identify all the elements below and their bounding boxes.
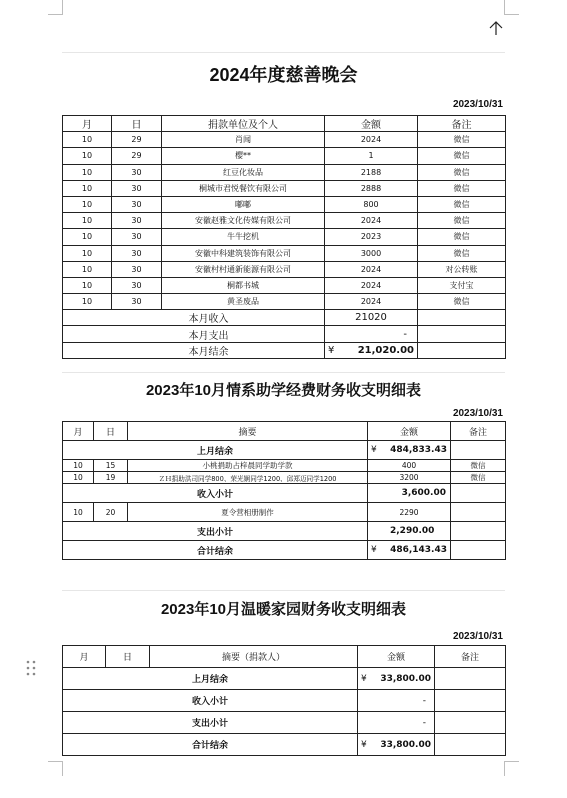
education-fund-section bbox=[62, 372, 505, 560]
cell-month: 10 bbox=[63, 180, 112, 196]
column-header: 摘要 bbox=[128, 422, 368, 441]
cell-note: 微信 bbox=[418, 213, 506, 229]
table-row bbox=[63, 132, 506, 148]
empty-cell bbox=[451, 484, 506, 503]
table-row bbox=[63, 503, 506, 522]
cell-amount: 3000 bbox=[325, 245, 418, 261]
column-header: 月 bbox=[63, 422, 94, 441]
table-row bbox=[63, 261, 506, 277]
previous-balance-amount: 484,833.43 bbox=[390, 445, 447, 455]
table-header-row bbox=[63, 116, 506, 132]
cell-donor: 安徽村村通新能源有限公司 bbox=[162, 261, 325, 277]
warm-home-section bbox=[62, 590, 505, 756]
column-header: 日 bbox=[106, 646, 150, 668]
cell-amount: 2024 bbox=[325, 294, 418, 310]
cell-amount: 2024 bbox=[325, 277, 418, 293]
table-row bbox=[63, 196, 506, 212]
cell-donor: 嘟嘟 bbox=[162, 196, 325, 212]
cell-donor: 桐城市君悦餐饮有限公司 bbox=[162, 180, 325, 196]
expense-label: 本月支出 bbox=[63, 326, 325, 342]
section-title: 2024年度慈善晚会 bbox=[209, 65, 358, 85]
cell-note: 微信 bbox=[418, 245, 506, 261]
cell-donor: 安徽赵雅文化传媒有限公司 bbox=[162, 213, 325, 229]
currency-symbol: ¥ bbox=[361, 673, 367, 684]
column-header: 日 bbox=[94, 422, 128, 441]
previous-balance-value bbox=[358, 668, 435, 690]
cell-amount: 2290 bbox=[368, 503, 451, 522]
column-header: 金额 bbox=[358, 646, 435, 668]
table-header-row bbox=[63, 422, 506, 441]
cell-month: 10 bbox=[63, 148, 112, 164]
cell-day: 30 bbox=[112, 294, 162, 310]
column-header: 日 bbox=[112, 116, 162, 132]
total-balance-label: 合计结余 bbox=[63, 734, 358, 756]
income-subtotal-row bbox=[63, 690, 506, 712]
currency-symbol: ¥ bbox=[371, 545, 377, 555]
cell-amount: 2023 bbox=[325, 229, 418, 245]
drag-handle-icon[interactable] bbox=[26, 660, 36, 676]
cell-donor: 桐都书城 bbox=[162, 277, 325, 293]
income-subtotal-value: - bbox=[358, 690, 435, 712]
cell-day: 30 bbox=[112, 261, 162, 277]
cell-summary: 小桃捐助占梓晨同学助学款 bbox=[128, 460, 368, 472]
cell-month: 10 bbox=[63, 132, 112, 148]
cell-note: 微信 bbox=[418, 164, 506, 180]
page-corner-mark bbox=[504, 761, 519, 776]
cell-day: 15 bbox=[94, 460, 128, 472]
table-row bbox=[63, 277, 506, 293]
report-date: 2023/10/31 bbox=[452, 631, 503, 642]
cell-note bbox=[451, 503, 506, 522]
cell-note: 支付宝 bbox=[418, 277, 506, 293]
column-header: 金额 bbox=[325, 116, 418, 132]
cell-note: 微信 bbox=[451, 460, 506, 472]
expense-value-text: - bbox=[403, 328, 407, 340]
total-balance-label: 合计结余 bbox=[63, 541, 368, 560]
cell-day: 30 bbox=[112, 164, 162, 180]
expense-summary-row bbox=[63, 326, 506, 342]
balance-amount: 21,020.00 bbox=[357, 344, 414, 356]
cell-amount: 2024 bbox=[325, 261, 418, 277]
total-balance-amount: 486,143.43 bbox=[390, 545, 447, 555]
education-fund-table bbox=[62, 421, 506, 560]
expense-value bbox=[325, 326, 418, 342]
income-subtotal-label: 收入小计 bbox=[63, 690, 358, 712]
report-date: 2023/10/31 bbox=[452, 99, 503, 110]
empty-cell bbox=[418, 342, 506, 358]
empty-cell bbox=[451, 541, 506, 560]
column-header: 月 bbox=[63, 116, 112, 132]
previous-balance-amount: 33,800.00 bbox=[380, 673, 431, 684]
empty-cell bbox=[435, 712, 506, 734]
empty-cell bbox=[435, 668, 506, 690]
empty-cell bbox=[451, 441, 506, 460]
table-row bbox=[63, 148, 506, 164]
cell-month: 10 bbox=[63, 503, 94, 522]
cell-month: 10 bbox=[63, 164, 112, 180]
total-balance-value bbox=[368, 541, 451, 560]
cell-donor: 安徽中科建筑装饰有限公司 bbox=[162, 245, 325, 261]
table-row bbox=[63, 245, 506, 261]
cell-note: 对公转账 bbox=[418, 261, 506, 277]
cell-summary: ＺＨ捐助洪司同学800、荣光娴同学1200、邱郑迈同学1200 bbox=[128, 472, 368, 484]
cell-day: 29 bbox=[112, 148, 162, 164]
cell-month: 10 bbox=[63, 261, 112, 277]
cell-amount: 2024 bbox=[325, 213, 418, 229]
previous-balance-row bbox=[63, 668, 506, 690]
cell-day: 30 bbox=[112, 180, 162, 196]
cell-note: 微信 bbox=[418, 180, 506, 196]
cell-donor: 红豆化妆品 bbox=[162, 164, 325, 180]
cell-note: 微信 bbox=[418, 196, 506, 212]
empty-cell bbox=[418, 310, 506, 326]
income-label: 本月收入 bbox=[63, 310, 325, 326]
currency-symbol: ¥ bbox=[371, 445, 377, 455]
cell-day: 30 bbox=[112, 196, 162, 212]
cell-month: 10 bbox=[63, 460, 94, 472]
cell-day: 29 bbox=[112, 132, 162, 148]
cell-month: 10 bbox=[63, 277, 112, 293]
empty-cell bbox=[418, 326, 506, 342]
table-row bbox=[63, 229, 506, 245]
cell-day: 30 bbox=[112, 213, 162, 229]
cell-month: 10 bbox=[63, 294, 112, 310]
table-row bbox=[63, 164, 506, 180]
cell-amount: 2188 bbox=[325, 164, 418, 180]
total-balance-value bbox=[358, 734, 435, 756]
cell-day: 30 bbox=[112, 245, 162, 261]
cell-note: 微信 bbox=[418, 294, 506, 310]
scroll-to-top-icon[interactable] bbox=[488, 20, 504, 36]
total-balance-row bbox=[63, 541, 506, 560]
page-corner-mark bbox=[504, 0, 519, 15]
previous-balance-label: 上月结余 bbox=[63, 668, 358, 690]
expense-subtotal-row bbox=[63, 712, 506, 734]
column-header: 月 bbox=[63, 646, 106, 668]
section-title: 2023年10月情系助学经费财务收支明细表 bbox=[145, 382, 422, 399]
column-header: 金额 bbox=[368, 422, 451, 441]
empty-cell bbox=[451, 522, 506, 541]
income-subtotal-row bbox=[63, 484, 506, 503]
balance-value bbox=[325, 342, 418, 358]
income-subtotal-value: 3,600.00 bbox=[368, 484, 451, 503]
charity-gala-section bbox=[62, 52, 505, 359]
cell-amount: 3200 bbox=[368, 472, 451, 484]
table-row bbox=[63, 472, 506, 484]
cell-day: 19 bbox=[94, 472, 128, 484]
cell-summary: 夏令营相册制作 bbox=[128, 503, 368, 522]
cell-month: 10 bbox=[63, 196, 112, 212]
previous-balance-label: 上月结余 bbox=[63, 441, 368, 460]
previous-balance-row bbox=[63, 441, 506, 460]
cell-donor: 黄圣废品 bbox=[162, 294, 325, 310]
expense-subtotal-value: - bbox=[358, 712, 435, 734]
cell-note: 微信 bbox=[451, 472, 506, 484]
total-balance-amount: 33,800.00 bbox=[380, 739, 431, 750]
page-corner-mark bbox=[48, 761, 63, 776]
currency-symbol: ¥ bbox=[361, 739, 367, 750]
cell-day: 30 bbox=[112, 277, 162, 293]
expense-subtotal-label: 支出小计 bbox=[63, 522, 368, 541]
cell-note: 微信 bbox=[418, 229, 506, 245]
table-row bbox=[63, 213, 506, 229]
balance-summary-row bbox=[63, 342, 506, 358]
cell-amount: 1 bbox=[325, 148, 418, 164]
cell-donor: 牛牛挖机 bbox=[162, 229, 325, 245]
column-header: 捐款单位及个人 bbox=[162, 116, 325, 132]
cell-amount: 2024 bbox=[325, 132, 418, 148]
table-row bbox=[63, 460, 506, 472]
cell-note: 微信 bbox=[418, 148, 506, 164]
income-value: 21020 bbox=[325, 310, 418, 326]
cell-day: 30 bbox=[112, 229, 162, 245]
cell-month: 10 bbox=[63, 245, 112, 261]
warm-home-table bbox=[62, 645, 506, 756]
page-corner-mark bbox=[48, 0, 63, 15]
column-header: 备注 bbox=[435, 646, 506, 668]
donation-table bbox=[62, 115, 506, 359]
income-subtotal-label: 收入小计 bbox=[63, 484, 368, 503]
report-date: 2023/10/31 bbox=[452, 408, 503, 419]
cell-amount: 800 bbox=[325, 196, 418, 212]
previous-balance-value bbox=[368, 441, 451, 460]
section-title: 2023年10月温暖家园财务收支明细表 bbox=[160, 601, 407, 618]
empty-cell bbox=[435, 734, 506, 756]
expense-subtotal-row bbox=[63, 522, 506, 541]
column-header: 备注 bbox=[451, 422, 506, 441]
empty-cell bbox=[435, 690, 506, 712]
income-summary-row bbox=[63, 310, 506, 326]
table-header-row bbox=[63, 646, 506, 668]
cell-amount: 2888 bbox=[325, 180, 418, 196]
cell-amount: 400 bbox=[368, 460, 451, 472]
balance-label: 本月结余 bbox=[63, 342, 325, 358]
cell-month: 10 bbox=[63, 213, 112, 229]
cell-note: 微信 bbox=[418, 132, 506, 148]
table-row bbox=[63, 294, 506, 310]
total-balance-row bbox=[63, 734, 506, 756]
currency-symbol: ¥ bbox=[328, 344, 335, 356]
cell-month: 10 bbox=[63, 472, 94, 484]
column-header: 备注 bbox=[418, 116, 506, 132]
cell-donor: 樱** bbox=[162, 148, 325, 164]
expense-subtotal-label: 支出小计 bbox=[63, 712, 358, 734]
table-row bbox=[63, 180, 506, 196]
expense-subtotal-value: 2,290.00 bbox=[368, 522, 451, 541]
column-header: 摘要（捐款人） bbox=[150, 646, 358, 668]
cell-day: 20 bbox=[94, 503, 128, 522]
cell-donor: 肖闻 bbox=[162, 132, 325, 148]
cell-month: 10 bbox=[63, 229, 112, 245]
